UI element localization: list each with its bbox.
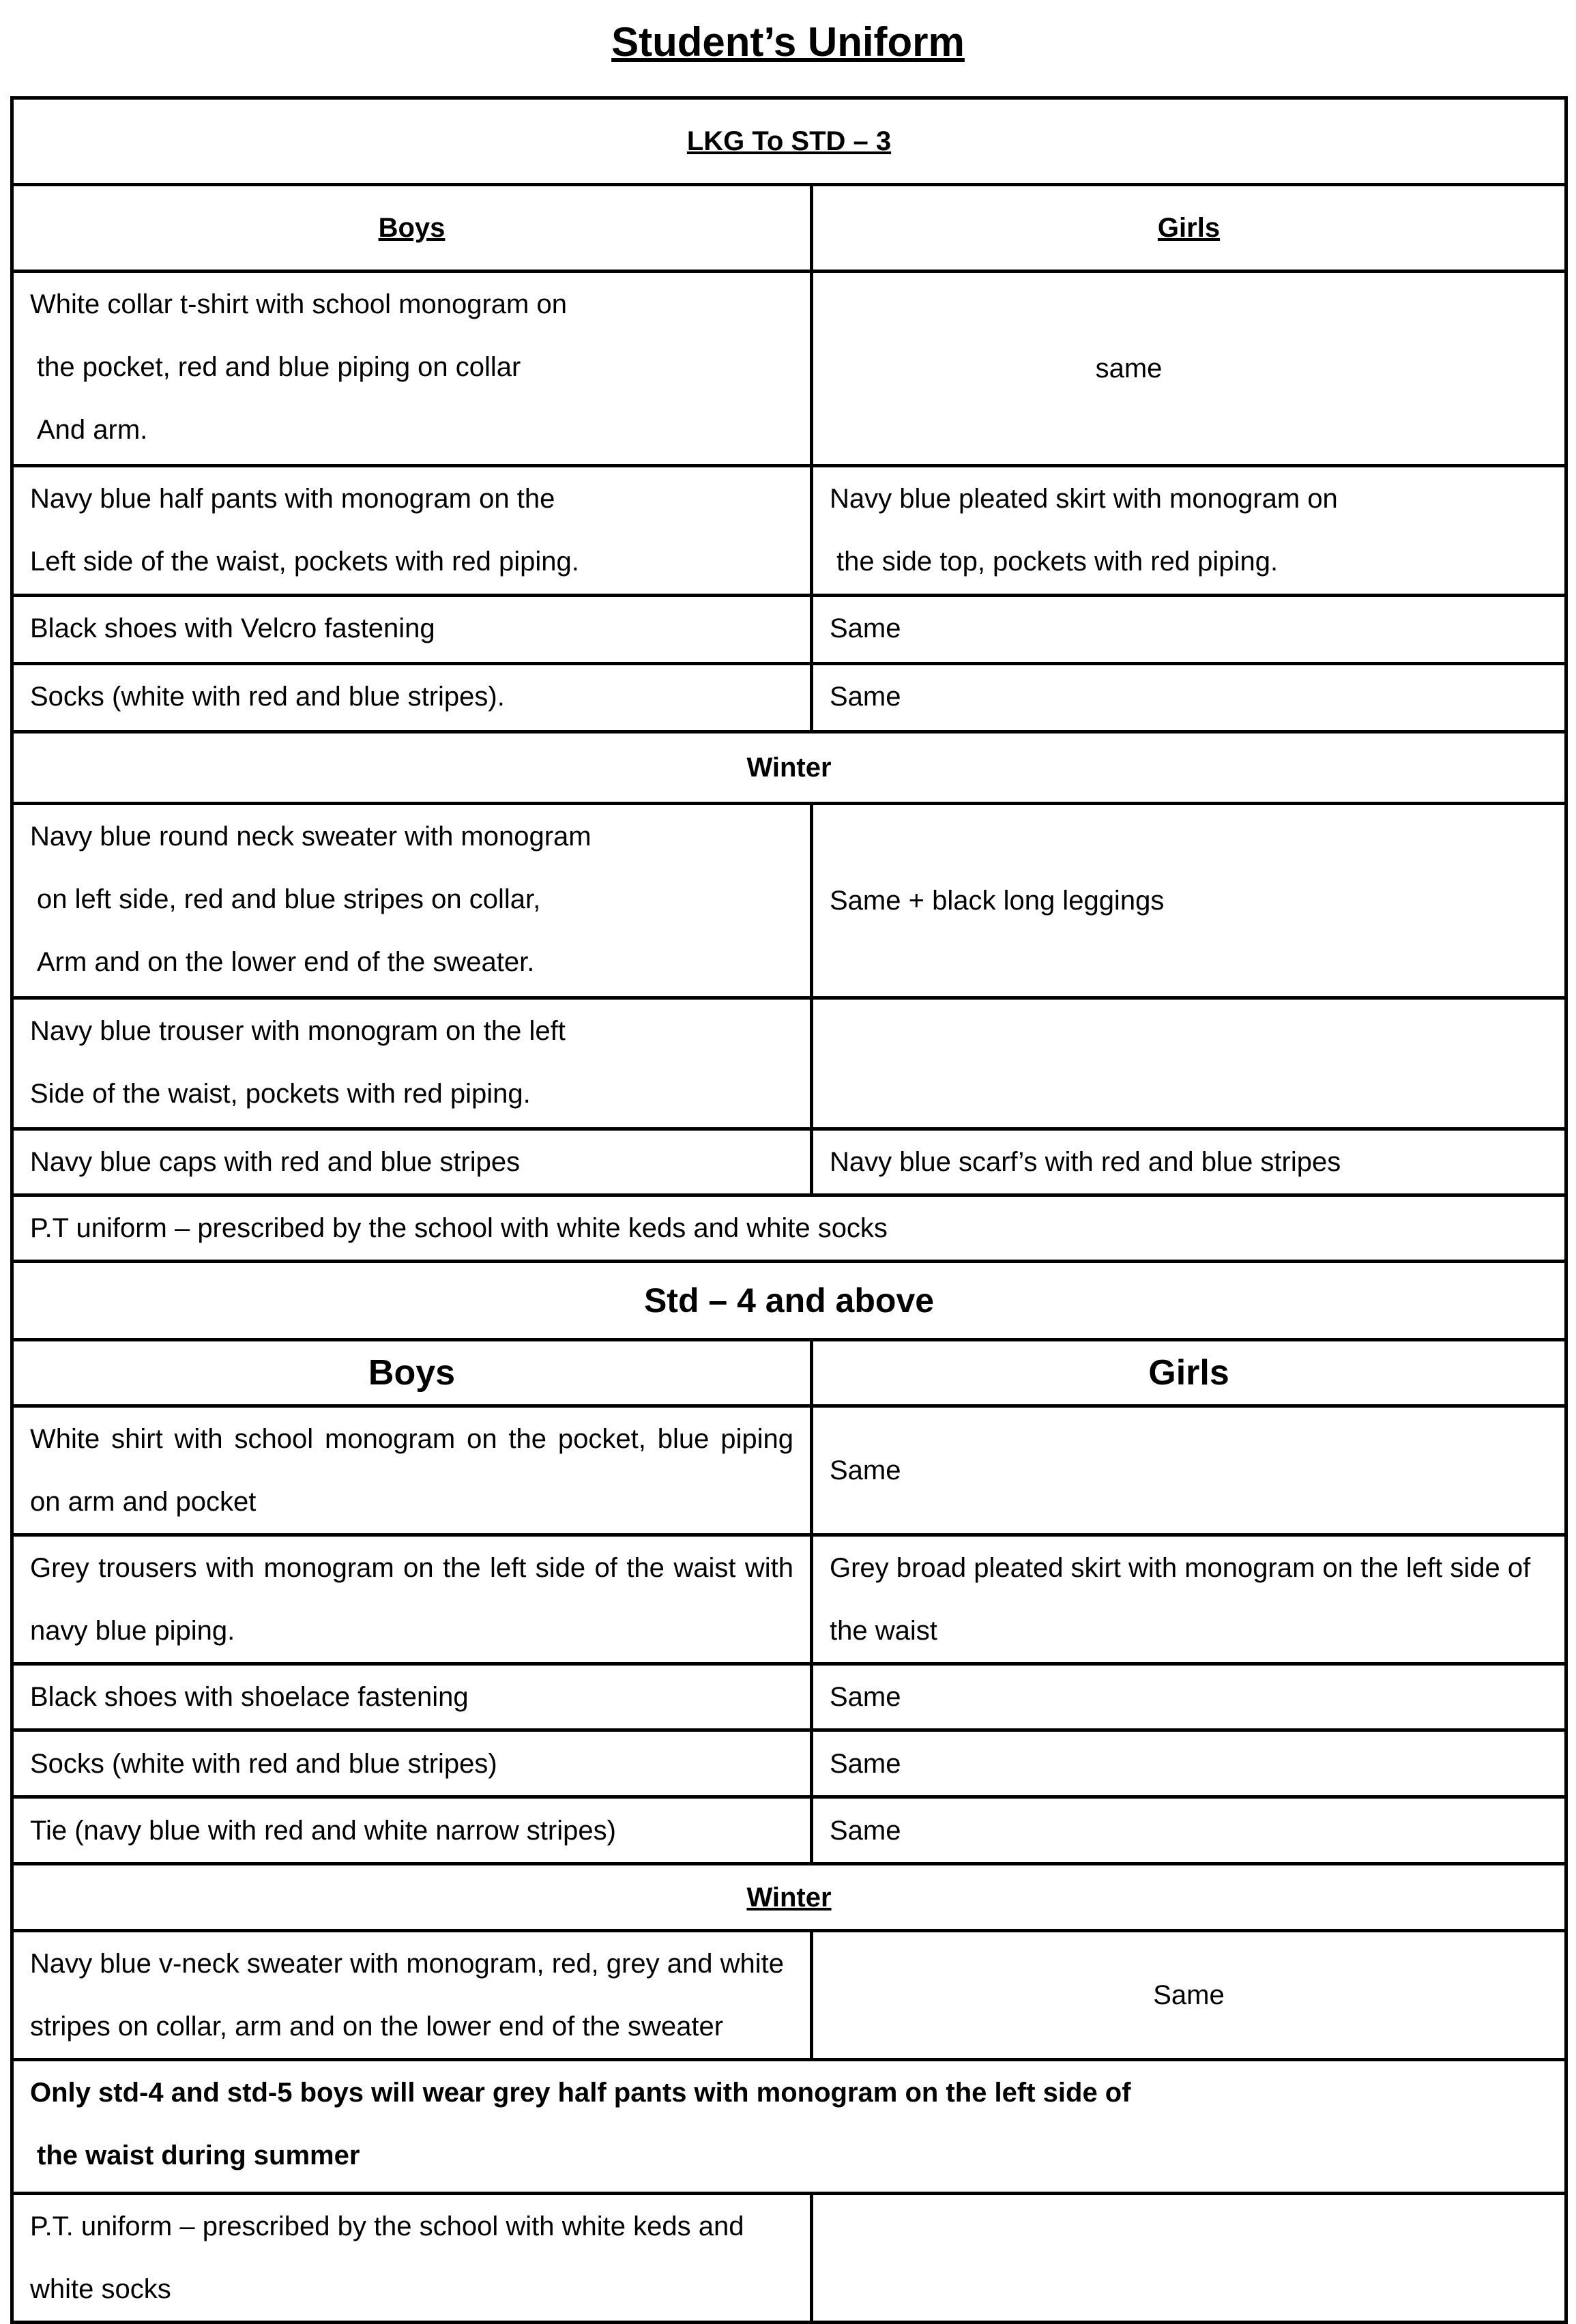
column-header-row — [12, 1340, 1566, 1406]
text-line: Navy blue pleated skirt with monogram on — [830, 484, 1338, 514]
boys-cell — [12, 272, 812, 466]
text-line: White collar t-shirt with school monogram on — [30, 289, 567, 319]
section1-heading: LKG To STD – 3 — [12, 98, 1566, 185]
table-row — [12, 2060, 1566, 2194]
girls-cell: Navy blue scarf’s with red and blue stripes — [812, 1129, 1566, 1195]
table-row — [12, 272, 1566, 466]
table-row — [12, 664, 1566, 732]
girls-cell — [812, 466, 1566, 596]
table-row — [12, 596, 1566, 664]
table-row — [12, 1664, 1566, 1730]
girls-cell: Same + black long leggings — [812, 804, 1566, 998]
section-heading-row — [12, 98, 1566, 185]
pt-uniform-cell: P.T uniform – prescribed by the school with white keds and white socks — [12, 1195, 1566, 1262]
table-row — [12, 1931, 1566, 2060]
text-line: And arm. — [37, 415, 148, 445]
boys-cell: White shirt with school monogram on the pocket, blue piping on arm and pocket — [12, 1406, 812, 1535]
text-line: Navy blue half pants with monogram on the — [30, 484, 555, 514]
winter-row — [12, 1864, 1566, 1931]
section1-girls-header: Girls — [812, 185, 1566, 272]
section1-boys-header: Boys — [12, 185, 812, 272]
document-title: Student’s Uniform — [611, 19, 965, 65]
pt-uniform-cell: P.T. uniform – prescribed by the school with white keds and white socks — [12, 2194, 812, 2323]
text-line: on left side, red and blue stripes on collar, — [37, 884, 541, 914]
boys-cell: Socks (white with red and blue stripes). — [12, 664, 812, 732]
text-line: Side of the waist, pockets with red piping. — [30, 1079, 531, 1109]
text-line: Navy blue trouser with monogram on the left — [30, 1016, 566, 1046]
table-row — [12, 998, 1566, 1129]
girls-cell: Same — [812, 1730, 1566, 1797]
boys-cell: Black shoes with Velcro fastening — [12, 596, 812, 664]
summer-note-cell — [12, 2060, 1566, 2194]
column-header-row — [12, 185, 1566, 272]
table-row — [12, 1797, 1566, 1864]
boys-cell: Navy blue v-neck sweater with monogram, red, grey and white stripes on collar, arm and on the lower end of the sweater — [12, 1931, 812, 2060]
text-line: the side top, pockets with red piping. — [836, 547, 1279, 577]
girls-cell: Same — [812, 1797, 1566, 1864]
text-line: Only std-4 and std-5 boys will wear grey half pants with monogram on the left side of — [30, 2078, 1131, 2108]
uniform-table — [10, 96, 1568, 2324]
boys-cell — [12, 466, 812, 596]
section2-boys-header: Boys — [12, 1340, 812, 1406]
table-row — [12, 2194, 1566, 2323]
girls-cell: Same — [812, 1931, 1566, 2060]
boys-cell — [12, 998, 812, 1129]
section-heading-row — [12, 1262, 1566, 1340]
girls-cell: Same — [812, 1664, 1566, 1730]
boys-cell: Navy blue caps with red and blue stripes — [12, 1129, 812, 1195]
section1-winter-label: Winter — [12, 732, 1566, 804]
text-line: the waist during summer — [37, 2140, 360, 2170]
boys-cell: Socks (white with red and blue stripes) — [12, 1730, 812, 1797]
section2-heading: Std – 4 and above — [12, 1262, 1566, 1340]
section2-girls-header: Girls — [812, 1340, 1566, 1406]
text-line: Arm and on the lower end of the sweater. — [37, 947, 535, 977]
table-row — [12, 1129, 1566, 1195]
boys-cell — [12, 804, 812, 998]
table-row — [12, 1406, 1566, 1535]
text-line: the pocket, red and blue piping on collar — [37, 352, 521, 382]
text-line: Left side of the waist, pockets with red piping. — [30, 547, 579, 577]
girls-cell: Grey broad pleated skirt with monogram on the left side of the waist — [812, 1535, 1566, 1664]
section2-winter-label: Winter — [12, 1864, 1566, 1931]
boys-cell: Grey trousers with monogram on the left side of the waist with navy blue piping. — [12, 1535, 812, 1664]
table-row — [12, 1195, 1566, 1262]
boys-cell: Tie (navy blue with red and white narrow stripes) — [12, 1797, 812, 1864]
girls-cell — [812, 998, 1566, 1129]
girls-cell: Same — [812, 596, 1566, 664]
table-row — [12, 804, 1566, 998]
boys-cell: Black shoes with shoelace fastening — [12, 1664, 812, 1730]
table-row — [12, 1535, 1566, 1664]
girls-cell: same — [812, 272, 1566, 466]
winter-row — [12, 732, 1566, 804]
girls-cell: Same — [812, 1406, 1566, 1535]
girls-cell — [812, 2194, 1566, 2323]
table-row — [12, 466, 1566, 596]
girls-cell: Same — [812, 664, 1566, 732]
table-row — [12, 1730, 1566, 1797]
text-line: Navy blue round neck sweater with monogram — [30, 822, 592, 852]
